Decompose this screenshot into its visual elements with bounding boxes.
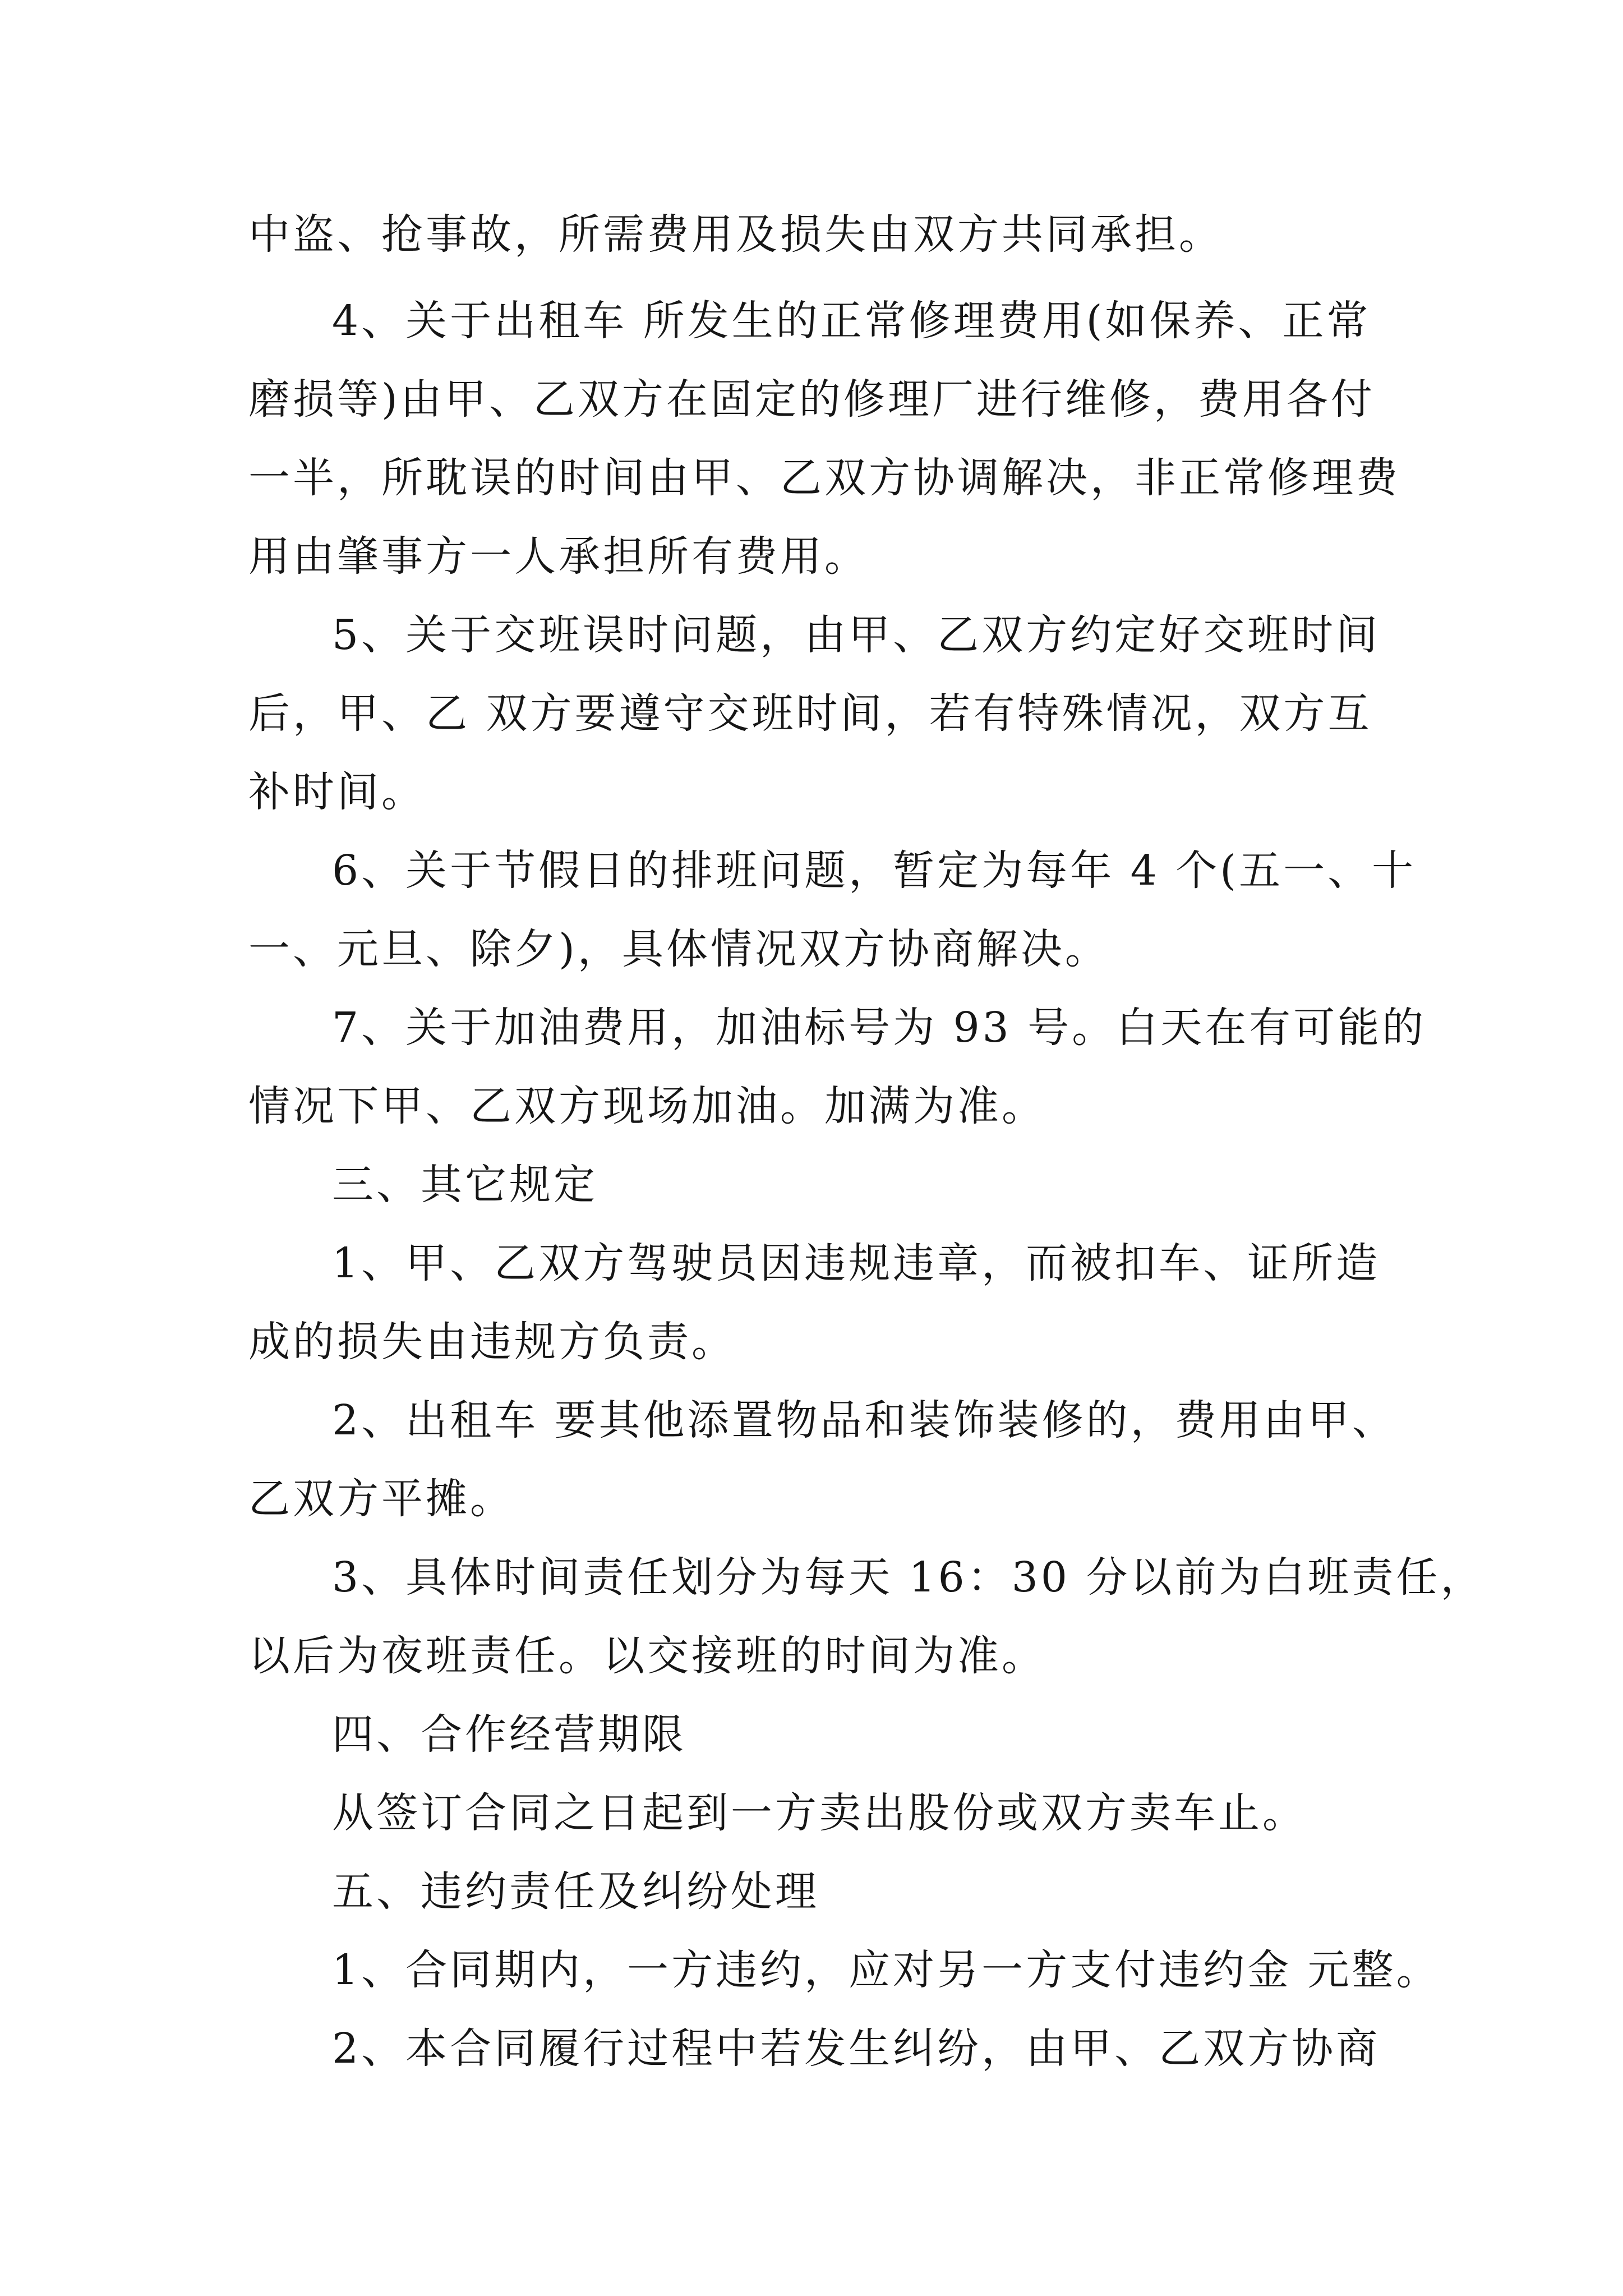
text-line-1: 中盗、抢事故，所需费用及损失由双方共同承担。 (248, 210, 1223, 259)
text-line-9: 6、关于节假日的排班问题，暂定为每年 4 个(五一、十 (332, 846, 1417, 895)
text-line-21: 从签订合同之日起到一方卖出股份或双方卖车止。 (332, 1789, 1307, 1837)
text-line-14: 1、甲、乙双方驾驶员因违规违章，而被扣车、证所造 (332, 1239, 1381, 1287)
text-line-17: 乙双方平摊。 (248, 1475, 514, 1523)
section-heading-5: 五、违约责任及纠纷处理 (332, 1867, 819, 1916)
text-line-23: 1、合同期内，一方违约，应对另一方支付违约金 元整。 (332, 1946, 1441, 1994)
text-line-7: 后，甲、乙 双方要遵守交班时间，若有特殊情况，双方互 (248, 689, 1372, 738)
text-line-8: 补时间。 (248, 768, 426, 816)
text-line-12: 情况下甲、乙双方现场加油。加满为准。 (248, 1082, 1046, 1130)
text-line-3: 磨损等)由甲、乙双方在固定的修理厂进行维修，费用各付 (248, 375, 1375, 424)
text-line-24: 2、本合同履行过程中若发生纠纷，由甲、乙双方协商 (332, 2024, 1381, 2073)
text-line-2: 4、关于出租车 所发生的正常修理费用(如保养、正常 (332, 297, 1371, 345)
section-heading-4: 四、合作经营期限 (332, 1710, 686, 1759)
text-line-16: 2、出租车 要其他添置物品和装饰装修的，费用由甲、 (332, 1396, 1396, 1444)
text-line-11: 7、关于加油费用，加油标号为 93 号。白天在有可能的 (332, 1004, 1427, 1052)
text-line-5: 用由肇事方一人承担所有费用。 (248, 532, 869, 581)
text-line-18: 3、具体时间责任划分为每天 16：30 分以前为白班责任， (332, 1553, 1485, 1602)
text-line-10: 一、元旦、除夕)，具体情况双方协商解决。 (248, 925, 1109, 973)
text-line-15: 成的损失由违规方负责。 (248, 1318, 736, 1366)
text-line-4: 一半，所耽误的时间由甲、乙双方协调解决，非正常修理费 (248, 454, 1400, 502)
text-line-19: 以后为夜班责任。以交接班的时间为准。 (248, 1632, 1046, 1680)
text-line-6: 5、关于交班误时问题，由甲、乙双方约定好交班时间 (332, 611, 1381, 659)
section-heading-3: 三、其它规定 (332, 1161, 598, 1209)
